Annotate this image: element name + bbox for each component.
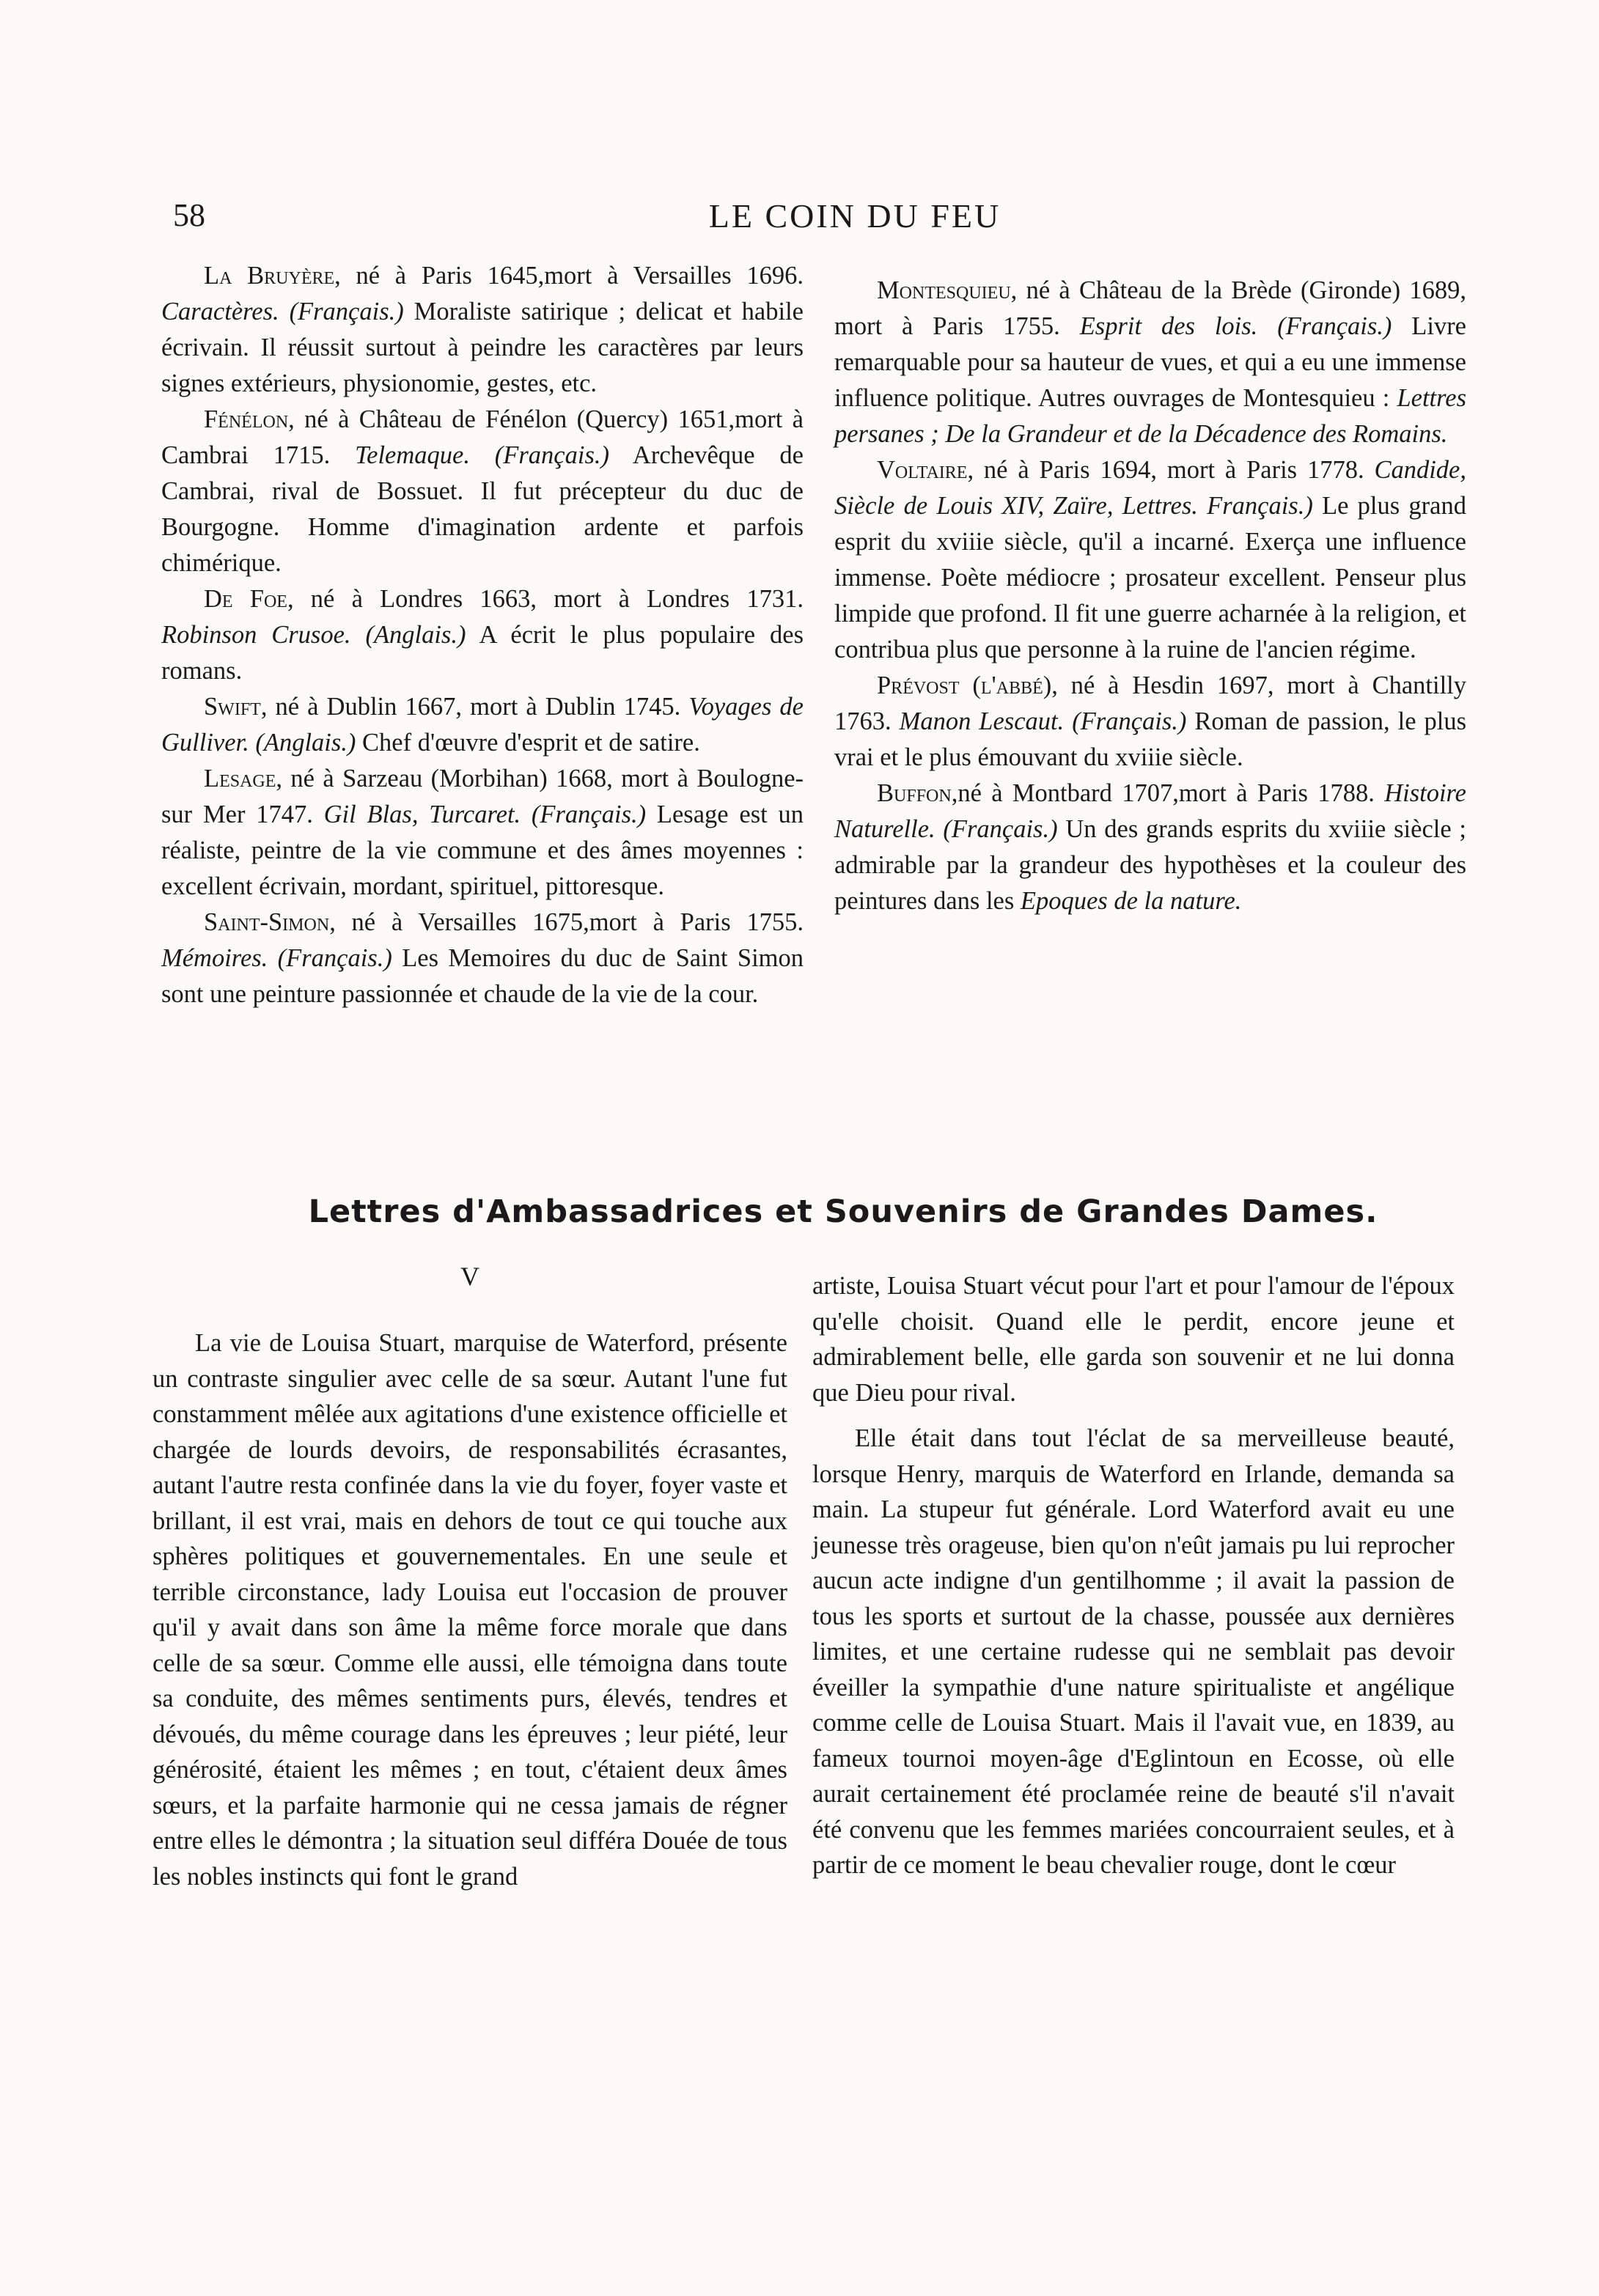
entry-swift xyxy=(161,689,804,761)
author-entries-right xyxy=(834,273,1466,919)
author-name: Fénélon xyxy=(204,405,289,433)
author-name: Buffon xyxy=(877,779,952,807)
entry-la-bruyere xyxy=(161,258,804,402)
entry-dates: , né à Londres 1663, mort à Londres 1731. xyxy=(287,585,804,613)
article-paragraph-continued: artiste, Louisa Stuart vécut pour l'art et pour l'amour de l'époux qu'elle choisit. Quand elle le perdit, encore jeune et admirablement belle, elle garda son souvenir et ne lui donna que Dieu pour rival. xyxy=(812,1272,1455,1407)
entry-de-foe xyxy=(161,581,804,689)
entry-text: A écrit le plus populaire des romans. xyxy=(161,621,804,685)
entry-dates: , né à Château de Fénélon (Quercy) 1651,mort à Cambrai 1715. xyxy=(161,405,804,469)
entry-text: Chef d'œuvre d'esprit et de satire. xyxy=(356,729,700,757)
work-title: Gil Blas, Turcaret. (Français.) xyxy=(323,801,647,828)
work-title: Mémoires. (Français.) xyxy=(161,944,392,972)
entry-montesquieu xyxy=(834,273,1466,452)
entry-dates: , né à Dublin 1667, mort à Dublin 1745. xyxy=(260,693,689,721)
entry-text: Roman de passion, le plus vrai et le plus émouvant du xviiie siècle. xyxy=(834,707,1466,771)
work-title: Histoire Naturelle. (Français.) xyxy=(834,779,1466,843)
entry-lesage xyxy=(161,761,804,905)
entry-text: Un des grands esprits du xviiie siècle ; admirable par la grandeur des hypothèses et la couleur des peintures dans les xyxy=(834,815,1466,915)
author-name: Montesquieu xyxy=(877,276,1011,304)
work-title: Manon Lescaut. (Français.) xyxy=(899,707,1187,735)
article-paragraph: Elle était dans tout l'éclat de sa merveilleuse beauté, lorsque Henry, marquis de Waterford en Irlande, demanda sa main. La stupeur fut générale. Lord Waterford avait eu une jeunesse très orageuse, bien qu'on n'eût jamais pu lui reprocher aucun acte indigne d'un gentilhomme ; il avait la passion de tous les sports et surtout de la chasse, poussée aux dernières limites, et une certaine rudesse qui ne semblait pas devoir éveiller la sympathie d'une nature spiritualiste et angélique comme celle de Louisa Stuart. Mais il l'avait vue, en 1839, au fameux tournoi moyen-âge d'Eglintoun en Ecosse, où elle aurait certainement été proclamée reine de beauté s'il n'avait été convenu que les femmes mariées concourraient seules, et à partir de ce moment le beau chevalier rouge, dont le cœur xyxy=(812,1424,1455,1879)
work-title: Esprit des lois. (Français.) xyxy=(1079,312,1392,340)
entry-text: Archevêque de Cambrai, rival de Bossuet. Il fut précepteur du duc de Bourgogne. Homme d'imagination ardente et parfois chimérique. xyxy=(161,441,804,577)
work-title: Caractères. (Français.) xyxy=(161,298,404,325)
entry-text: Moraliste satirique ; delicat et habile écrivain. Il réussit surtout à peindre les caractères par leurs signes extérieurs, physionomie, gestes, etc. xyxy=(161,298,804,397)
work-title: Telemaque. (Français.) xyxy=(355,441,609,469)
entry-text: Lesage est un réaliste, peintre de la vie commune et des âmes moyennes : excellent écrivain, mordant, spirituel, pittoresque. xyxy=(161,801,804,900)
entry-prevost xyxy=(834,668,1466,776)
author-name: Voltaire xyxy=(877,456,968,484)
entry-dates: , né à Hesdin 1697, mort à Chantilly 1763. xyxy=(834,671,1466,735)
author-name: Swift xyxy=(204,693,261,721)
entry-dates: , né à Paris 1694, mort à Paris 1778. xyxy=(967,456,1375,484)
section-number: V xyxy=(460,1262,479,1291)
author-name: De Foe xyxy=(204,585,287,613)
entry-fenelon xyxy=(161,402,804,581)
entry-voltaire xyxy=(834,452,1466,668)
author-name: Prévost (l'abbé) xyxy=(877,671,1052,699)
author-name: Lesage xyxy=(204,765,276,792)
author-name: Saint-Simon xyxy=(204,908,330,936)
entry-dates: , né à Sarzeau (Morbihan) 1668, mort à Boulogne-sur Mer 1747. xyxy=(161,765,804,828)
article-column-left xyxy=(152,1325,787,1894)
entry-dates: , né à Versailles 1675,mort à Paris 1755. xyxy=(329,908,804,936)
author-name: La Bruyère xyxy=(204,262,335,290)
work-title: Candide, Siècle de Louis XIV, Zaïre, Lettres. Français.) xyxy=(834,456,1466,520)
entry-dates: , né à Paris 1645,mort à Versailles 1696. xyxy=(334,262,804,290)
author-entries-left xyxy=(161,258,804,1012)
running-title: LE COIN DU FEU xyxy=(708,197,1001,235)
entry-dates: , né à Château de la Brède (Gironde) 1689, mort à Paris 1755. xyxy=(834,276,1466,340)
entry-text: Le plus grand esprit du xviiie siècle, qu'il a incarné. Exerça une influence immense. Poète médiocre ; prosateur excellent. Penseur plus limpide que profond. Il fit une guerre acharnée à la religion, et contribua plus que personne à la ruine de l'ancien régime. xyxy=(834,492,1466,663)
entry-dates: ,né à Montbard 1707,mort à Paris 1788. xyxy=(951,779,1385,807)
entry-text: Les Memoires du duc de Saint Simon sont une peinture passionnée et chaude de la vie de la cour. xyxy=(161,944,804,1008)
article-title: Lettres d'Ambassadrices et Souvenirs de Grandes Dames. xyxy=(308,1193,1378,1230)
entry-saint-simon xyxy=(161,905,804,1012)
work-title-secondary: Lettres persanes ; De la Grandeur et de la Décadence des Romains. xyxy=(834,384,1466,448)
article-paragraph: La vie de Louisa Stuart, marquise de Waterford, présente un contraste singulier avec celle de sa sœur. Autant l'une fut constamment mêlée aux agitations d'une existence officielle et chargée de lourds devoirs, de responsabilités écrasantes, autant l'autre resta confinée dans la vie du foyer, foyer vaste et brillant, il est vrai, mais en dehors de tout ce qui touche aux sphères politiques et gouvernementales. En une seule et terrible circonstance, lady Louisa eut l'occasion de prouver qu'il y avait dans son âme la même force morale que dans celle de sa sœur. Comme elle aussi, elle témoigna dans toute sa conduite, des mêmes sentiments purs, élevés, tendres et dévoués, du même courage dans les épreuves ; leur piété, leur générosité, étaient les mêmes ; en tout, c'étaient deux âmes sœurs, et la parfaite harmonie qui ne cessa jamais de régner entre elles le démontra ; la situation seul différa Douée de tous les nobles instincts qui font le grand xyxy=(152,1329,787,1891)
work-title: Robinson Crusoe. (Anglais.) xyxy=(161,621,466,649)
work-title-secondary: Epoques de la nature. xyxy=(1020,887,1242,915)
article-column-right xyxy=(812,1268,1455,1883)
entry-text: Livre remarquable pour sa hauteur de vues, et qui a eu une immense influence politique. Autres ouvrages de Montesquieu : xyxy=(834,312,1466,412)
page-number: 58 xyxy=(173,197,205,233)
entry-buffon xyxy=(834,776,1466,919)
work-title: Voyages de Gulliver. (Anglais.) xyxy=(161,693,804,757)
page-header xyxy=(173,196,1537,248)
